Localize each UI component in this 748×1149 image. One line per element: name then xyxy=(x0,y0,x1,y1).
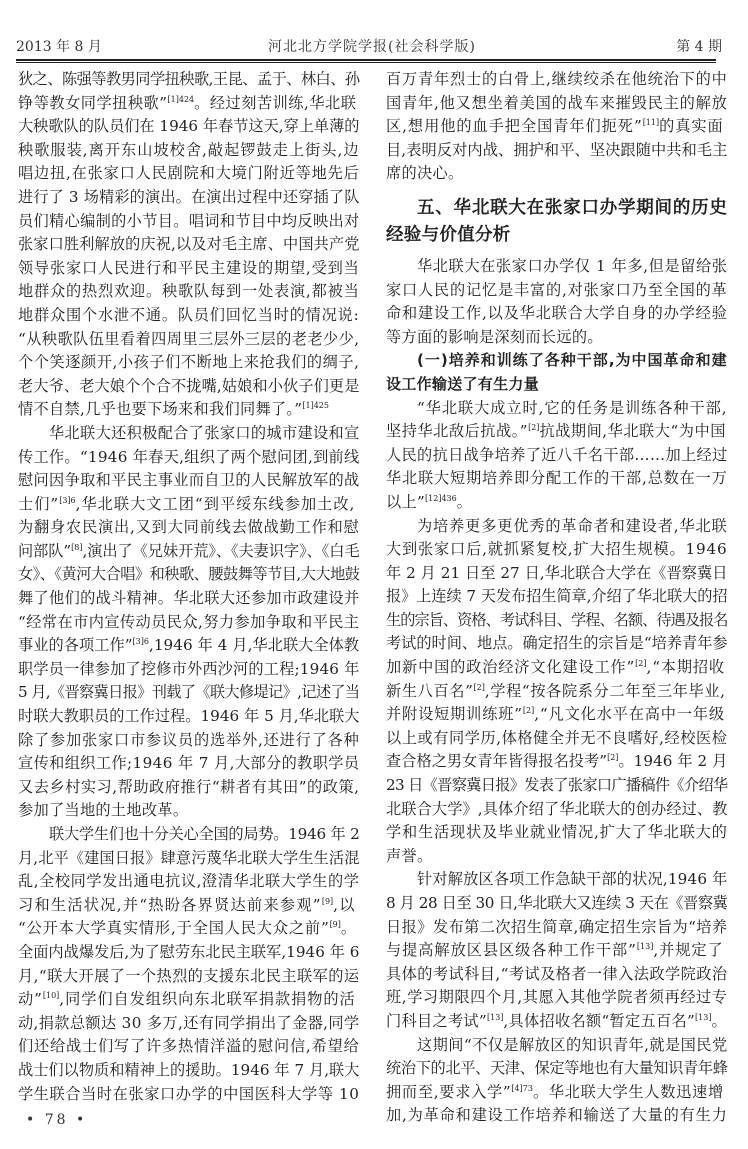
text-line xyxy=(18,280,360,304)
text-line xyxy=(386,656,728,680)
text-line xyxy=(18,847,360,871)
text-line xyxy=(386,302,728,326)
text-line xyxy=(18,611,360,635)
line-text: 8 月 28 日至 30 日,华北联大又连续 3 天在《晋察冀 xyxy=(386,894,728,912)
line-text: 区,想用他的血手把全国青年们扼死” xyxy=(386,117,643,136)
line-text: 。 xyxy=(456,492,473,511)
text-line xyxy=(18,115,360,139)
citation-ref: [1]425 xyxy=(302,401,329,411)
line-text: 地群众围个水泄不通。队员们回忆当时的情况说: xyxy=(18,305,360,324)
line-text: 全面内战爆发后,为了慰劳东北民主联军,1946 年 6 xyxy=(18,942,360,961)
text-line xyxy=(386,420,728,444)
text-line xyxy=(18,304,360,328)
line-text: ,以 xyxy=(333,895,356,914)
line-text: 舞了他们的战斗精神。华北联大还参加市政建设并 xyxy=(18,589,360,608)
text-line xyxy=(386,279,728,303)
citation-ref: [11] xyxy=(642,118,660,128)
line-text: 宣传和组织工作;1946 年 7 月,大部分的教职学员 xyxy=(18,754,360,773)
text-line xyxy=(18,446,360,470)
line-text: 领导张家口人民进行和平民主建设的期望,受到当 xyxy=(18,258,360,277)
line-text: 为翻身农民演出,又到大同前线去做战勤工作和慰 xyxy=(18,518,360,537)
line-text: 老大爷、老大娘个个合不拢嘴,姑娘和小伙子们更是 xyxy=(18,376,360,395)
line-text: 华北联大在张家口办学仅 1 年多,但是留给张 xyxy=(417,256,728,275)
line-text: 生的宗旨、资格、考试科目、学程、名额、待遇及报名 xyxy=(386,610,728,629)
header-rule-thick xyxy=(16,59,716,61)
text-line xyxy=(18,894,360,918)
line-text: 人民的抗日战争培养了近八千名干部……加上经过 xyxy=(386,445,728,464)
line-text: 唱边扭,在张家口人民剧院和大境门附近等地先后 xyxy=(18,164,360,183)
line-text: 日报》发布第二次招生简章,确定招生宗旨为“培养 xyxy=(386,917,728,936)
text-line xyxy=(386,750,728,774)
citation-ref: [13] xyxy=(487,1012,504,1022)
line-text: 统治下的北平、天津、保定等地也有大量知识青年蜂 xyxy=(386,1059,728,1078)
line-text: 问部队” xyxy=(18,541,72,560)
text-line xyxy=(18,233,360,257)
line-text: 张家口胜利解放的庆祝,以及对毛主席、中国共产党 xyxy=(18,235,360,254)
header-issue: 第 4 期 xyxy=(676,39,722,55)
text-line xyxy=(18,422,360,446)
subsection-heading xyxy=(386,349,728,396)
line-text: ,并规定了 xyxy=(653,941,724,960)
paragraph xyxy=(386,397,728,515)
line-text: 时联大教职员的工作过程。1946 年 5 月,华北联大 xyxy=(18,707,360,726)
text-line xyxy=(386,1104,728,1128)
text-line xyxy=(386,916,728,940)
citation-ref: [13] xyxy=(695,1012,712,1022)
text-line xyxy=(18,1059,360,1083)
text-line xyxy=(386,892,728,916)
line-text: 联大学生们也十分关心全国的局势。1946 年 2 xyxy=(49,825,360,843)
citation-ref: [13] xyxy=(636,942,654,952)
line-text: 月,北平《建国日报》肆意污蔑华北联大学生生活混 xyxy=(18,848,360,867)
line-text: 查合格之男女青年皆得报名投考” xyxy=(386,752,608,771)
text-line xyxy=(386,585,728,609)
line-text: ,“本期招收 xyxy=(646,658,725,677)
text-line xyxy=(18,257,360,281)
text-line xyxy=(18,823,360,847)
line-text: 5 月,《晋察冀日报》刊载了《联大修堤记》,记述了当 xyxy=(18,683,360,702)
text-line xyxy=(18,1083,360,1107)
line-text: 针对解放区各项工作急缺干部的状况,1946 年 xyxy=(417,870,728,889)
text-line xyxy=(18,92,360,116)
line-text: 以上或有同学历,体格健全并无不良嗜好,经校医检 xyxy=(386,728,728,747)
line-text: 家口人民的记忆是丰富的,对张家口乃至全国的革 xyxy=(386,280,728,299)
line-text: ,“凡文化水平在高中一年级 xyxy=(534,705,725,724)
text-line xyxy=(386,821,728,845)
line-text: 席的决心。 xyxy=(386,164,464,183)
line-text: 动,捐款总额达 30 多万,还有同学捐出了金器,同学 xyxy=(18,1013,360,1032)
text-line xyxy=(18,941,360,965)
line-text: 声誉。 xyxy=(386,846,433,865)
line-text: “从秧歌队伍里看着四周里三层外三层的老老少少, xyxy=(18,329,360,348)
line-text: ,华北联大文工团“到平绥东线参加土改, xyxy=(75,494,356,513)
text-line xyxy=(18,681,360,705)
paragraph xyxy=(18,68,360,422)
left-column xyxy=(18,68,360,1108)
header-rule-thin xyxy=(16,62,716,63)
section-heading-line: 经验与价值分析 xyxy=(386,224,511,245)
line-text: 学和生活现状及毕业就业情况,扩大了华北联大的 xyxy=(386,823,728,842)
line-text: 考试的时间、地点。确定招生的宗旨是“培养青年参 xyxy=(386,634,728,653)
text-line xyxy=(386,92,728,116)
text-line xyxy=(18,375,360,399)
text-line xyxy=(386,115,728,139)
line-text: 等方面的影响是深刻而长远的。 xyxy=(386,327,603,346)
text-line xyxy=(386,444,728,468)
text-line xyxy=(386,727,728,751)
text-line xyxy=(18,870,360,894)
text-line xyxy=(18,776,360,800)
text-line xyxy=(18,1106,360,1108)
text-line xyxy=(18,328,360,352)
text-line xyxy=(386,939,728,963)
text-line xyxy=(386,868,728,892)
line-text: 进行了 3 场精彩的演出。在演出过程中还穿插了队 xyxy=(18,187,360,206)
line-text: ,演出了《兄妹开荒》、《夫妻识字》、《白毛 xyxy=(82,541,360,560)
line-text: 。 xyxy=(711,1011,727,1030)
line-text: 学生联合当时在张家口办学的中国医科大学等 10 xyxy=(18,1084,360,1103)
line-text: 报》上连续 7 天发布招生简章,介绍了华北联大的招 xyxy=(386,587,728,606)
line-text: 事业的各项工作” xyxy=(18,636,133,655)
paragraph xyxy=(386,255,728,349)
text-line xyxy=(18,705,360,729)
text-line xyxy=(386,162,728,186)
running-header xyxy=(16,36,728,58)
line-text: 动” xyxy=(18,990,43,1009)
text-line xyxy=(18,68,360,92)
paragraph xyxy=(386,868,728,1033)
line-text: 国青年,他又想坐着美国的战车来摧毁民主的解放 xyxy=(386,93,728,112)
line-text: 具体的考试科目,“考试及格者一律入法政学院政治 xyxy=(386,964,728,983)
text-line xyxy=(18,1012,360,1036)
citation-ref: [1]424 xyxy=(167,94,195,104)
citation-ref: [3]6 xyxy=(132,637,149,647)
text-line xyxy=(18,139,360,163)
text-line xyxy=(386,703,728,727)
text-line xyxy=(386,467,728,491)
line-text: 华北联大短期培养即分配工作的干部,总数在一万 xyxy=(386,469,728,488)
section-heading xyxy=(386,195,728,249)
line-text: 加新中国的政治经济文化建设工作” xyxy=(386,658,636,677)
line-text: 并附设短期训练班” xyxy=(386,705,523,724)
line-text: 命和建设工作,以及华北联合大学自身的办学经验 xyxy=(386,304,728,323)
line-text: 战士们以物质和精神上的援助。1946 年 7 月,联大 xyxy=(18,1060,360,1079)
paragraph xyxy=(18,823,360,1108)
line-text: 。 xyxy=(340,919,357,938)
line-text: 们还给战士们写了许多热情洋溢的慰问信,希望给 xyxy=(18,1037,360,1056)
line-text: ,1946 年 4 月,华北联大全体教 xyxy=(148,636,360,655)
text-line xyxy=(386,255,728,279)
header-date: 2013 年 8 月 xyxy=(16,39,102,55)
line-text: 习和生活状况,并“热盼各界贤达前来参观” xyxy=(18,895,322,914)
line-text: 与提高解放区县区级各种工作干部” xyxy=(386,941,637,960)
line-text: 新生八百名” xyxy=(386,681,474,700)
section-heading-line: 五、华北联大在张家口办学期间的历史 xyxy=(417,197,728,218)
text-line xyxy=(18,351,360,375)
line-text: 门科目之考试” xyxy=(386,1011,487,1030)
text-line xyxy=(18,634,360,658)
line-text: 狄之、陈强等教男同学扭秧歌,王昆、孟于、林白、孙 xyxy=(18,70,360,88)
line-text: 员们精心编制的小节目。唱词和节目中均反映出对 xyxy=(18,211,360,230)
text-line xyxy=(18,398,360,422)
line-text: “经常在市内宣传动员民众,努力参加争取和平民主 xyxy=(18,612,360,631)
citation-ref: [2] xyxy=(528,423,540,433)
line-text: 大到张家口后,就抓紧复校,扩大招生规模。1946 xyxy=(386,540,728,559)
text-line xyxy=(386,562,728,586)
text-line xyxy=(386,68,728,92)
text-line xyxy=(386,326,728,350)
paragraph xyxy=(18,422,360,823)
page-number: • 78 • xyxy=(26,1112,88,1128)
line-text: 百万青年烈士的白骨上,继续绞杀在他统治下的中 xyxy=(386,70,728,88)
text-line xyxy=(18,516,360,540)
text-line xyxy=(18,729,360,753)
line-text: 华北联大还积极配合了张家口的城市建设和宣 xyxy=(49,423,360,442)
text-line xyxy=(18,752,360,776)
line-text: 情不自禁,几乎也要下场来和我们同舞了。” xyxy=(18,400,303,419)
line-text: 坚持华北敌后抗战。” xyxy=(386,422,529,441)
text-line xyxy=(18,917,360,941)
text-line xyxy=(386,1034,728,1058)
line-text: 地群众的热烈欢迎。秧歌队每到一处表演,都被当 xyxy=(18,282,360,301)
line-text: 秧歌服装,离开东山坡校舍,敲起锣鼓走上街头,边 xyxy=(18,140,360,159)
line-text: 拥而至,要求入学” xyxy=(386,1082,512,1101)
citation-ref: [2] xyxy=(522,706,535,716)
text-line xyxy=(386,491,728,515)
text-line xyxy=(18,587,360,611)
line-text: 除了参加张家口市参议员的选举外,还进行了各种 xyxy=(18,730,360,749)
right-column xyxy=(386,68,728,1128)
line-text: “华北联大成立时,它的任务是训练各种干部, xyxy=(417,398,728,417)
text-line xyxy=(386,1010,728,1034)
text-line xyxy=(18,469,360,493)
line-text: 目,表明反对内战、拥护和平、坚决跟随中共和毛主 xyxy=(386,140,728,159)
line-text: 女》、《黄河大合唱》和秧歌、腰鼓舞等节目,大大地鼓 xyxy=(18,565,360,584)
line-text: ,具体招收名额“暂定五百名” xyxy=(503,1011,696,1030)
line-text: 。经过刻苦训练,华北联 xyxy=(194,93,357,112)
line-text: ,学程“按各院系分二年至三年毕业, xyxy=(484,681,726,700)
text-line xyxy=(18,493,360,517)
line-text: 抗战期间,华北联大“为中国 xyxy=(539,422,726,441)
citation-ref: [2] xyxy=(635,659,647,669)
text-line xyxy=(386,680,728,704)
line-text: 又去乡村实习,帮助政府推行“耕者有其田”的政策, xyxy=(18,777,360,796)
subsection-heading-line: (一)培养和训练了各种干部,为中国革命和建 xyxy=(417,351,728,370)
line-text: 23 日《晋察冀日报》发表了张家口广播稿件《介绍华 xyxy=(386,776,728,795)
line-text: 大秧歌队的队员们在 1946 年春节这天,穿上单薄的 xyxy=(18,117,360,136)
text-line xyxy=(386,609,728,633)
paragraph xyxy=(386,515,728,869)
text-line xyxy=(18,658,360,682)
text-line xyxy=(386,798,728,822)
line-text: 的真实面 xyxy=(659,117,724,136)
text-line xyxy=(386,515,728,539)
text-line xyxy=(386,1081,728,1105)
line-text: 。1946 年 2 月 xyxy=(618,752,728,771)
citation-ref: [9] xyxy=(329,920,341,930)
line-text: ,同学们自发组织向东北联军捐款捐物的活 xyxy=(59,990,356,1009)
text-line xyxy=(18,540,360,564)
text-line xyxy=(18,162,360,186)
header-journal-title: 河北北方学院学报(社会科学版) xyxy=(268,39,476,55)
text-line xyxy=(18,1035,360,1059)
text-line xyxy=(386,632,728,656)
paragraph xyxy=(386,1034,728,1128)
citation-ref: [2] xyxy=(607,753,619,763)
text-line xyxy=(386,538,728,562)
paragraph xyxy=(386,68,728,186)
text-line xyxy=(18,988,360,1012)
line-text: 参加了当地的土地改革。 xyxy=(18,801,189,820)
line-text: 加,为革命和建设工作培养和输送了大量的有生力 xyxy=(386,1106,728,1125)
line-text: 年 2 月 21 日至 27 日,华北联合大学在《晋察冀日 xyxy=(386,563,728,582)
line-text: 乱,全校同学发出通电抗议,澄清华北联大学生的学 xyxy=(18,872,360,891)
text-line xyxy=(386,963,728,987)
line-text: 以上” xyxy=(386,492,426,511)
line-text: 为培养更多更优秀的革命者和建设者,华北联 xyxy=(417,516,728,535)
text-line xyxy=(18,186,360,210)
text-line xyxy=(386,397,728,421)
citation-ref: [3]6 xyxy=(59,495,76,505)
line-text: 铮等教女同学扭秧歌” xyxy=(18,93,168,112)
text-line xyxy=(386,1057,728,1081)
citation-ref: [10] xyxy=(42,991,60,1001)
line-text: “公开本大学真实情形,于全国人民大众之前” xyxy=(18,919,330,938)
citation-ref: [12]436 xyxy=(425,493,457,503)
text-line xyxy=(18,563,360,587)
text-line xyxy=(386,845,728,869)
citation-ref: [9] xyxy=(321,896,334,906)
citation-ref: [4]73 xyxy=(511,1083,533,1093)
citation-ref: [8] xyxy=(71,542,83,552)
line-text: 慰问因争取和平民主事业而自卫的人民解放军的战 xyxy=(18,471,360,490)
text-line xyxy=(386,986,728,1010)
text-line xyxy=(18,210,360,234)
citation-ref: [2] xyxy=(473,682,485,692)
text-line xyxy=(18,799,360,823)
text-line xyxy=(386,774,728,798)
text-line xyxy=(18,965,360,989)
text-line xyxy=(386,139,728,163)
subsection-heading-line: 设工作输送了有生力量 xyxy=(386,374,540,393)
line-text: 职学员一律参加了挖修市外西沙河的工程;1946 年 xyxy=(18,659,360,678)
line-text: 传工作。“1946 年春天,组织了两个慰问团,到前线 xyxy=(18,447,360,466)
line-text: 月,“联大开展了一个热烈的支援东北民主联军的运 xyxy=(18,966,360,985)
line-text: 北联合大学》,具体介绍了华北联大的创办经过、教 xyxy=(386,799,728,818)
line-text: 士们” xyxy=(18,494,60,513)
line-text: 班,学习期限四个月,其愿入其他学院者须再经过专 xyxy=(386,988,728,1007)
line-text: 。华北联大学生人数迅速增 xyxy=(532,1082,724,1101)
line-text: 个个笑逐颜开,小孩子们不断地上来抢我们的绸子, xyxy=(18,353,360,372)
line-text: 这期间“不仅是解放区的知识青年,就是国民党 xyxy=(417,1035,728,1054)
